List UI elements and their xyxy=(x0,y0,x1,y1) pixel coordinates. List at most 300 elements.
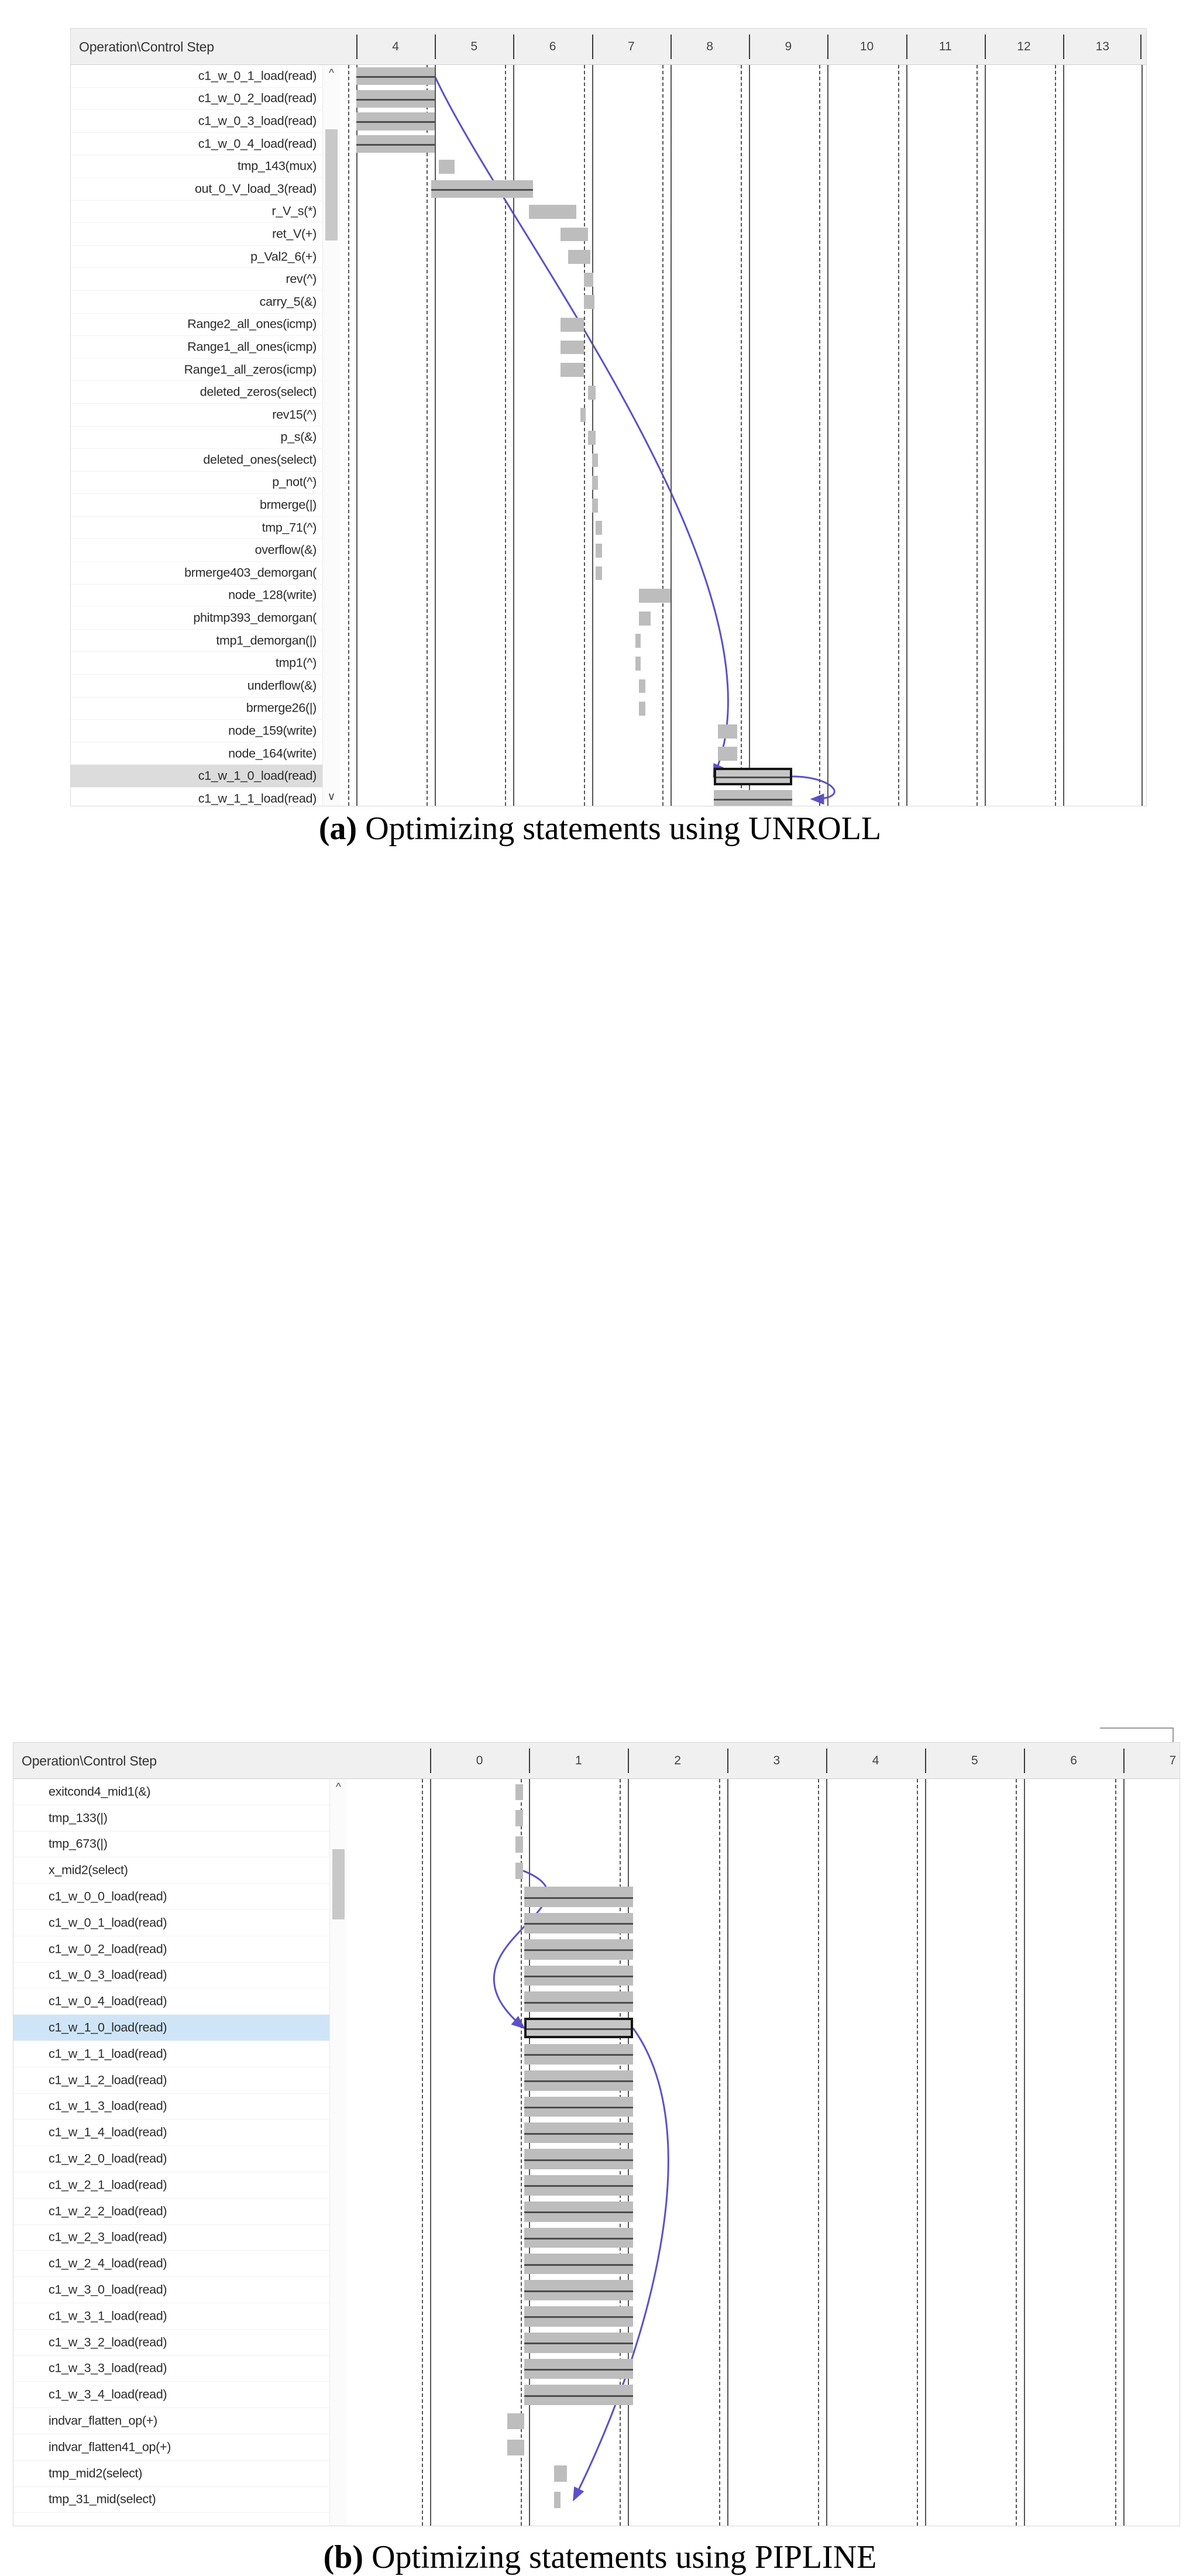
operation-label: c1_w_0_1_load(read) xyxy=(198,68,317,83)
header-title-a: Operation\Control Step xyxy=(79,39,214,54)
step-number: 7 xyxy=(1169,1754,1177,1767)
schedule-bar[interactable] xyxy=(524,1966,633,1986)
step-tick xyxy=(592,35,593,59)
caption-b xyxy=(0,2539,1200,2576)
control-step-label-5 xyxy=(435,29,513,65)
gantt-chart-b[interactable] xyxy=(347,1779,1180,2526)
step-number: 12 xyxy=(1017,40,1031,53)
operation-name-column-a[interactable] xyxy=(71,65,322,806)
operation-row[interactable] xyxy=(71,652,322,675)
operation-row[interactable] xyxy=(13,2487,329,2513)
schedule-bar[interactable] xyxy=(356,135,435,153)
control-step-gridline xyxy=(356,65,357,806)
step-tick xyxy=(435,35,436,59)
operation-row[interactable] xyxy=(13,2094,329,2120)
operation-row[interactable] xyxy=(71,585,322,607)
step-tick xyxy=(749,35,750,59)
schedule-viewer-a[interactable] xyxy=(70,28,1147,806)
schedule-bar[interactable] xyxy=(524,2149,633,2169)
operation-label: c1_w_0_1_load(read) xyxy=(49,1915,167,1930)
control-step-label-10 xyxy=(827,29,906,65)
control-step-label-4 xyxy=(826,1743,925,1779)
control-step-gridline-dashed xyxy=(898,65,899,806)
operation-name-column-b[interactable] xyxy=(13,1779,329,2526)
operation-label: brmerge26(|) xyxy=(246,700,317,715)
operation-row[interactable] xyxy=(71,539,322,562)
schedule-bar[interactable] xyxy=(529,205,576,219)
schedule-bar[interactable] xyxy=(524,2306,633,2327)
operation-row[interactable] xyxy=(71,314,322,336)
operation-label: tmp_143(mux) xyxy=(237,159,317,173)
schedule-bar[interactable] xyxy=(515,1784,524,1801)
operation-label: c1_w_2_3_load(read) xyxy=(49,2230,167,2244)
operation-label: tmp_133(|) xyxy=(49,1811,108,1825)
operation-row[interactable] xyxy=(13,1963,329,1989)
control-step-gridline xyxy=(925,1779,926,2526)
schedule-bar[interactable] xyxy=(507,2440,524,2456)
step-tick xyxy=(826,1749,827,1773)
window-frame-remnant xyxy=(1100,1727,1174,1743)
operation-label: c1_w_0_2_load(read) xyxy=(49,1942,167,1956)
operation-row[interactable] xyxy=(13,1857,329,1884)
operation-row[interactable] xyxy=(13,1988,329,2015)
operation-label: tmp1(^) xyxy=(275,655,317,670)
operation-label: c1_w_1_1_load(read) xyxy=(198,791,317,806)
step-tick xyxy=(1140,35,1141,59)
step-tick xyxy=(925,1749,926,1773)
operation-row[interactable] xyxy=(71,65,322,88)
operation-label: c1_w_0_0_load(read) xyxy=(49,1889,167,1904)
control-step-gridline xyxy=(727,1779,728,2526)
operation-label: brmerge403_demorgan( xyxy=(184,565,317,580)
schedule-bar[interactable] xyxy=(356,90,435,108)
bar-center-line xyxy=(524,2264,633,2266)
operation-label: c1_w_0_3_load(read) xyxy=(198,114,317,128)
operation-label: c1_w_0_4_load(read) xyxy=(198,136,317,151)
operation-row[interactable] xyxy=(13,2172,329,2199)
operation-label: c1_w_3_1_load(read) xyxy=(49,2309,167,2323)
operation-label: indvar_flatten_op(+) xyxy=(49,2413,157,2428)
step-tick xyxy=(1024,1749,1025,1773)
control-step-label-1 xyxy=(529,1743,628,1779)
schedule-bar[interactable] xyxy=(524,2044,633,2065)
caption-label-a: (a) xyxy=(318,810,357,847)
step-number: 2 xyxy=(674,1754,681,1767)
step-number: 4 xyxy=(872,1754,879,1767)
operation-label: c1_w_3_0_load(read) xyxy=(49,2282,167,2297)
schedule-bar[interactable] xyxy=(568,250,590,264)
operation-label: c1_w_1_4_load(read) xyxy=(49,2125,167,2139)
operation-row[interactable] xyxy=(71,178,322,201)
schedule-header-a xyxy=(71,29,1146,65)
control-step-label-4 xyxy=(356,29,435,65)
schedule-bar[interactable] xyxy=(561,363,584,377)
schedule-bar[interactable] xyxy=(524,2018,633,2038)
schedule-bar[interactable] xyxy=(356,67,435,85)
operation-row[interactable] xyxy=(13,1910,329,1936)
schedule-bar[interactable] xyxy=(592,454,599,468)
operation-row[interactable] xyxy=(71,472,322,494)
caption-a xyxy=(0,810,1200,847)
control-step-gridline-dashed xyxy=(976,65,978,806)
bar-center-line xyxy=(524,2238,633,2240)
schedule-bar[interactable] xyxy=(561,228,588,242)
schedule-bar[interactable] xyxy=(588,431,596,445)
schedule-bar[interactable] xyxy=(524,2228,633,2248)
schedule-bar[interactable] xyxy=(507,2413,524,2430)
operation-label: c1_w_1_2_load(read) xyxy=(49,2073,167,2087)
bar-center-line xyxy=(356,144,435,146)
operation-label: exitcond4_mid1(&) xyxy=(49,1784,151,1799)
schedule-bar[interactable] xyxy=(524,1991,633,2012)
schedule-bar[interactable] xyxy=(635,634,641,648)
operation-row[interactable] xyxy=(13,2434,329,2461)
step-tick xyxy=(827,35,828,59)
schedule-bar[interactable] xyxy=(580,408,586,422)
operation-label: underflow(&) xyxy=(247,678,317,693)
operation-list-scrollbar-b[interactable] xyxy=(329,1779,347,2526)
control-step-gridline xyxy=(513,65,514,806)
operation-row[interactable] xyxy=(71,246,322,269)
operation-label: x_mid2(select) xyxy=(49,1863,128,1877)
operation-row[interactable] xyxy=(13,2408,329,2434)
control-step-gridline xyxy=(985,65,986,806)
schedule-bar[interactable] xyxy=(554,2492,561,2508)
step-tick xyxy=(1063,35,1064,59)
control-step-gridline xyxy=(1024,1779,1025,2526)
control-step-label-12 xyxy=(985,29,1063,65)
operation-row[interactable] xyxy=(13,2330,329,2356)
bar-center-line xyxy=(524,1897,633,1899)
bar-center-line xyxy=(524,1923,633,1925)
schedule-bar[interactable] xyxy=(524,2385,633,2405)
step-tick xyxy=(985,35,986,59)
operation-row[interactable] xyxy=(71,562,322,585)
caption-text-b: Optimizing statements using PIPLINE xyxy=(363,2539,877,2575)
operation-label: c1_w_1_3_load(read) xyxy=(49,2098,167,2113)
operation-row[interactable] xyxy=(71,223,322,246)
bar-center-line xyxy=(524,2316,633,2318)
operation-row[interactable] xyxy=(71,133,322,156)
operation-row[interactable] xyxy=(13,2015,329,2041)
operation-row[interactable] xyxy=(71,336,322,359)
operation-label: ret_V(+) xyxy=(272,226,317,241)
control-step-gridline xyxy=(1123,1779,1125,2526)
schedule-bar[interactable] xyxy=(561,318,584,332)
bar-center-line xyxy=(524,2290,633,2292)
schedule-bar[interactable] xyxy=(524,1913,633,1933)
step-number: 7 xyxy=(627,40,635,53)
caption-text-a: Optimizing statements using UNROLL xyxy=(357,810,882,847)
schedule-viewer-b[interactable] xyxy=(13,1742,1180,2526)
schedule-bar[interactable] xyxy=(639,589,671,603)
operation-row[interactable] xyxy=(71,517,322,540)
control-step-gridline-dashed xyxy=(422,1779,423,2526)
operation-label: c1_w_0_3_load(read) xyxy=(49,1967,167,1982)
bar-center-line xyxy=(524,2002,633,2004)
schedule-bar[interactable] xyxy=(596,544,602,558)
scrollbar-thumb[interactable] xyxy=(332,1849,345,1919)
operation-label: r_V_s(*) xyxy=(271,204,317,218)
bar-center-line xyxy=(524,2211,633,2213)
operation-row[interactable] xyxy=(71,675,322,698)
step-number: 11 xyxy=(938,40,952,53)
step-number: 10 xyxy=(859,40,874,53)
operation-row[interactable] xyxy=(71,155,322,178)
operation-label: c1_w_1_1_load(read) xyxy=(49,2046,167,2061)
bar-center-line xyxy=(524,2185,633,2187)
control-step-gridline xyxy=(826,1779,827,2526)
step-number: 13 xyxy=(1095,40,1109,53)
operation-row[interactable] xyxy=(71,201,322,224)
operation-row[interactable] xyxy=(13,2120,329,2146)
operation-row[interactable] xyxy=(13,2461,329,2487)
bar-center-line xyxy=(524,2054,633,2056)
bar-center-line xyxy=(524,2343,633,2344)
operation-label: node_164(write) xyxy=(228,746,317,761)
operation-row[interactable] xyxy=(71,268,322,291)
step-tick xyxy=(727,1749,728,1773)
dependency-edges-a xyxy=(340,65,1146,806)
operation-label: carry_5(&) xyxy=(259,294,317,309)
operation-label: c1_w_2_1_load(read) xyxy=(49,2177,167,2192)
schedule-bar[interactable] xyxy=(524,1887,633,1907)
operation-label: tmp_31_mid(select) xyxy=(49,2492,156,2506)
operation-row[interactable] xyxy=(13,1805,329,1832)
step-tick xyxy=(529,1749,530,1773)
operation-row[interactable] xyxy=(71,788,322,806)
step-number: 1 xyxy=(575,1754,582,1767)
control-step-label-6 xyxy=(513,29,592,65)
bar-center-line xyxy=(356,76,435,78)
operation-label: c1_w_0_2_load(read) xyxy=(198,91,317,105)
operation-label: p_s(&) xyxy=(280,430,317,444)
schedule-bar[interactable] xyxy=(524,2175,633,2196)
operation-label: c1_w_2_0_load(read) xyxy=(49,2151,167,2166)
schedule-bar[interactable] xyxy=(588,386,596,400)
bar-center-line xyxy=(524,1949,633,1951)
schedule-bar[interactable] xyxy=(524,2359,633,2379)
operation-row[interactable] xyxy=(71,381,322,404)
operation-row[interactable] xyxy=(71,110,322,133)
bar-center-line xyxy=(714,799,792,801)
control-step-gridline xyxy=(749,65,750,806)
operation-row[interactable] xyxy=(13,2277,329,2303)
dependency-edges-b xyxy=(347,1779,1180,2526)
step-number: 4 xyxy=(392,40,399,53)
step-tick xyxy=(628,1749,629,1773)
gantt-chart-a[interactable] xyxy=(340,65,1146,806)
operation-label: c1_w_3_4_load(read) xyxy=(49,2387,167,2402)
schedule-bar[interactable] xyxy=(515,1863,524,1879)
schedule-bar[interactable] xyxy=(635,657,641,671)
operation-row[interactable] xyxy=(71,765,322,788)
control-step-label-3 xyxy=(727,1743,826,1779)
chevron-up-icon[interactable]: ^ xyxy=(329,67,334,80)
operation-label: tmp_71(^) xyxy=(262,520,317,535)
step-number: 9 xyxy=(785,40,792,53)
step-number: 5 xyxy=(971,1754,978,1767)
operation-label: phitmp393_demorgan( xyxy=(193,610,317,625)
step-number: 3 xyxy=(773,1754,780,1767)
control-step-label-9 xyxy=(749,29,827,65)
caption-label-b: (b) xyxy=(323,2539,364,2575)
operation-row[interactable] xyxy=(13,1779,329,1805)
control-step-label-7 xyxy=(1123,1743,1180,1779)
schedule-bar[interactable] xyxy=(439,160,455,174)
schedule-bar[interactable] xyxy=(554,2465,567,2482)
bar-center-line xyxy=(524,2159,633,2161)
schedule-bar[interactable] xyxy=(524,2333,633,2353)
schedule-bar[interactable] xyxy=(561,341,584,355)
operation-row[interactable] xyxy=(71,88,322,111)
control-step-gridline-dashed xyxy=(1016,1779,1017,2526)
operation-label: overflow(&) xyxy=(255,542,317,557)
schedule-bar[interactable] xyxy=(639,679,645,693)
operation-label: c1_w_2_2_load(read) xyxy=(49,2204,167,2218)
operation-label: p_Val2_6(+) xyxy=(250,249,317,264)
schedule-bar[interactable] xyxy=(431,180,534,198)
control-step-gridline-dashed xyxy=(917,1779,918,2526)
control-step-label-2 xyxy=(628,1743,727,1779)
schedule-bar[interactable] xyxy=(524,2280,633,2300)
bar-center-line xyxy=(356,121,435,123)
bar-center-line xyxy=(524,2080,633,2082)
operation-label: c1_w_3_2_load(read) xyxy=(49,2335,167,2350)
schedule-bar[interactable] xyxy=(718,724,738,739)
bar-center-line xyxy=(716,777,790,778)
operation-label: Range1_all_zeros(icmp) xyxy=(184,362,317,377)
bar-center-line xyxy=(431,189,534,191)
schedule-bar[interactable] xyxy=(584,273,593,287)
schedule-bar[interactable] xyxy=(515,1836,524,1853)
schedule-bar[interactable] xyxy=(584,295,594,309)
operation-label: c1_w_1_0_load(read) xyxy=(49,2020,167,2035)
operation-row[interactable] xyxy=(13,1832,329,1858)
chevron-up-icon[interactable]: ^ xyxy=(336,1781,341,1794)
operation-label: rev(^) xyxy=(286,272,317,286)
operation-list-scrollbar-a[interactable] xyxy=(322,65,340,806)
operation-row[interactable] xyxy=(13,2303,329,2330)
operation-row[interactable] xyxy=(13,2225,329,2251)
schedule-bar[interactable] xyxy=(515,1810,524,1826)
schedule-bar[interactable] xyxy=(356,112,435,130)
control-step-gridline-dashed xyxy=(741,65,742,806)
operation-row[interactable] xyxy=(71,449,322,472)
operation-label: Range1_all_ones(icmp) xyxy=(187,339,317,354)
operation-label: brmerge(|) xyxy=(260,497,317,512)
step-tick xyxy=(906,35,907,59)
control-step-label-5 xyxy=(925,1743,1024,1779)
bar-center-line xyxy=(524,2133,633,2135)
schedule-bar[interactable] xyxy=(524,2201,633,2222)
operation-row[interactable] xyxy=(71,607,322,630)
bar-center-line xyxy=(524,1976,633,1977)
schedule-bar[interactable] xyxy=(718,747,738,761)
control-step-gridline-dashed xyxy=(1115,1779,1116,2526)
operation-row[interactable] xyxy=(71,720,322,743)
operation-row[interactable] xyxy=(71,291,322,314)
control-step-gridline xyxy=(1063,65,1064,806)
operation-row[interactable] xyxy=(13,2067,329,2094)
operation-row[interactable] xyxy=(71,743,322,765)
schedule-bar[interactable] xyxy=(524,2254,633,2274)
step-number: 6 xyxy=(1070,1754,1077,1767)
schedule-bar[interactable] xyxy=(714,790,792,806)
operation-label: p_not(^) xyxy=(272,475,317,489)
schedule-bar[interactable] xyxy=(714,768,792,785)
schedule-bar[interactable] xyxy=(524,2122,633,2143)
scrollbar-thumb[interactable] xyxy=(325,129,338,241)
control-step-gridline-dashed xyxy=(662,65,663,806)
operation-row[interactable] xyxy=(13,2382,329,2408)
operation-row[interactable] xyxy=(71,494,322,517)
step-number: 6 xyxy=(549,40,556,53)
control-step-label-0 xyxy=(430,1743,529,1779)
operation-row[interactable] xyxy=(13,1936,329,1963)
schedule-bar[interactable] xyxy=(596,521,602,535)
operation-label: node_159(write) xyxy=(228,723,317,738)
control-step-gridline-dashed xyxy=(584,65,585,806)
schedule-bar[interactable] xyxy=(592,476,599,490)
operation-row[interactable] xyxy=(13,2199,329,2225)
operation-row[interactable] xyxy=(13,1884,329,1910)
schedule-bar[interactable] xyxy=(596,566,602,581)
operation-row[interactable] xyxy=(71,359,322,382)
operation-label: indvar_flatten41_op(+) xyxy=(49,2440,171,2454)
operation-label: deleted_zeros(select) xyxy=(200,384,317,399)
operation-row[interactable] xyxy=(13,2251,329,2277)
bar-center-line xyxy=(524,2395,633,2397)
control-step-gridline-dashed xyxy=(427,65,428,806)
header-title-b: Operation\Control Step xyxy=(22,1753,157,1768)
operation-label: deleted_ones(select) xyxy=(203,452,317,467)
control-step-gridline xyxy=(435,65,436,806)
operation-row[interactable] xyxy=(13,2146,329,2172)
step-number: 0 xyxy=(476,1754,483,1767)
operation-row[interactable] xyxy=(13,2356,329,2382)
schedule-bar[interactable] xyxy=(524,1939,633,1960)
control-step-gridline-dashed xyxy=(1055,65,1056,806)
schedule-bar[interactable] xyxy=(524,2097,633,2117)
control-step-gridline-dashed xyxy=(719,1779,720,2526)
schedule-bar[interactable] xyxy=(524,2070,633,2091)
operation-row[interactable] xyxy=(71,630,322,652)
schedule-bar[interactable] xyxy=(592,499,599,513)
operation-row[interactable] xyxy=(13,2041,329,2067)
control-step-gridline xyxy=(906,65,907,806)
control-step-gridline xyxy=(671,65,672,806)
schedule-bar[interactable] xyxy=(639,702,645,716)
control-step-gridline xyxy=(1141,65,1143,806)
control-step-gridline-dashed xyxy=(348,65,349,806)
control-step-gridline-dashed xyxy=(818,1779,819,2526)
schedule-header-b xyxy=(13,1743,1180,1779)
step-tick xyxy=(430,1749,431,1773)
operation-label: Range2_all_ones(icmp) xyxy=(187,317,317,331)
operation-label: c1_w_2_4_load(read) xyxy=(49,2256,167,2271)
step-number: 5 xyxy=(470,40,478,53)
control-step-gridline xyxy=(827,65,828,806)
operation-row[interactable] xyxy=(71,698,322,720)
step-tick xyxy=(513,35,514,59)
operation-row[interactable] xyxy=(71,427,322,449)
bar-center-line xyxy=(356,99,435,101)
figure-panel-b xyxy=(0,866,1200,2575)
schedule-bar[interactable] xyxy=(639,612,651,626)
chevron-down-icon[interactable]: ∨ xyxy=(327,791,336,803)
operation-row[interactable] xyxy=(71,404,322,427)
